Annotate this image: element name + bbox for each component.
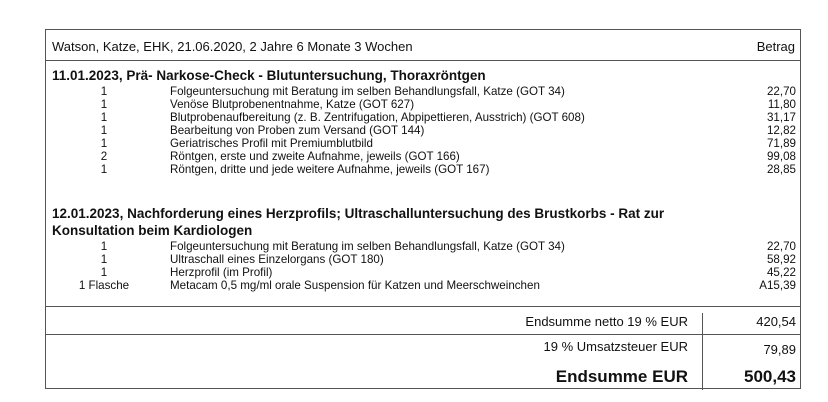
- item-quantity: 1: [100, 85, 108, 98]
- item-quantity: 1: [100, 111, 108, 124]
- line-item: [46, 111, 800, 124]
- item-amount: 28,85: [766, 163, 796, 176]
- item-description: Herzprofil (im Profil): [170, 266, 273, 279]
- totals-divider: [46, 306, 800, 307]
- item-description: Blutprobenaufbereitung (z. B. Zentrifugation, Abpipettieren, Ausstrich) (GOT 608): [170, 111, 585, 124]
- patient-info: Watson, Katze, EHK, 21.06.2020, 2 Jahre 6 Monate 3 Wochen: [52, 39, 413, 54]
- amount-column-header: Betrag: [756, 39, 795, 54]
- item-amount: 31,17: [766, 111, 796, 124]
- item-description: Folgeuntersuchung mit Beratung im selben Behandlungsfall, Katze (GOT 34): [170, 85, 565, 98]
- item-quantity: 1: [100, 124, 108, 137]
- invoice-header: [46, 30, 800, 61]
- totals-column-divider: [702, 313, 703, 390]
- item-quantity: 1: [100, 266, 108, 279]
- item-amount: 58,92: [766, 253, 796, 266]
- item-quantity: 1: [100, 137, 108, 150]
- item-description: Bearbeitung von Proben zum Versand (GOT 144): [170, 124, 425, 137]
- line-item: [46, 98, 800, 111]
- item-amount: 12,82: [766, 124, 796, 137]
- net-total-label: Endsumme netto 19 % EUR: [525, 314, 688, 329]
- item-quantity: 1 Flasche: [78, 279, 130, 292]
- line-item: [46, 137, 800, 150]
- item-description: Röntgen, erste und zweite Aufnahme, jeweils (GOT 166): [170, 150, 460, 163]
- net-total-value: 420,54: [756, 314, 796, 329]
- item-description: Metacam 0,5 mg/ml orale Suspension für Katzen und Meerschweinchen: [170, 279, 540, 292]
- line-item: [46, 85, 800, 98]
- item-description: Ultraschall eines Einzelorgans (GOT 180): [170, 253, 384, 266]
- tax-value: 79,89: [763, 342, 796, 357]
- line-item: [46, 124, 800, 137]
- item-description: Folgeuntersuchung mit Beratung im selben Behandlungsfall, Katze (GOT 34): [170, 240, 565, 253]
- tax-divider: [46, 334, 800, 335]
- line-item: [46, 150, 800, 163]
- tax-label: 19 % Umsatzsteuer EUR: [543, 339, 688, 354]
- item-amount: 22,70: [766, 85, 796, 98]
- line-item: [46, 163, 800, 176]
- section-title: 12.01.2023, Nachforderung eines Herzprofils; Ultraschalluntersuchung des Brustkorbs - Rat zur: [52, 206, 665, 221]
- item-amount: 45,22: [766, 266, 796, 279]
- item-amount: A15,39: [759, 279, 796, 292]
- line-item: [46, 253, 800, 266]
- invoice-table: [45, 29, 801, 389]
- item-amount: 99,08: [766, 150, 796, 163]
- item-quantity: 1: [100, 253, 108, 266]
- item-quantity: 1: [100, 240, 108, 253]
- item-amount: 71,89: [766, 137, 796, 150]
- item-amount: 11,80: [767, 98, 796, 111]
- item-description: Röntgen, dritte und jede weitere Aufnahme, jeweils (GOT 167): [170, 163, 490, 176]
- item-quantity: 1: [100, 163, 108, 176]
- item-quantity: 1: [100, 98, 108, 111]
- line-item: [46, 240, 800, 253]
- item-description: Venöse Blutprobenentnahme, Katze (GOT 627): [170, 98, 415, 111]
- grand-total-label: Endsumme EUR: [555, 367, 688, 386]
- item-amount: 22,70: [766, 240, 796, 253]
- line-item: [46, 266, 800, 279]
- item-quantity: 2: [100, 150, 108, 163]
- section-title-continued: Konsultation beim Kardiologen: [52, 223, 253, 238]
- grand-total-value: 500,43: [744, 367, 796, 386]
- section-title: 11.01.2023, Prä- Narkose-Check - Blutuntersuchung, Thoraxröntgen: [52, 68, 486, 83]
- line-item: [46, 279, 800, 292]
- item-description: Geriatrisches Profil mit Premiumblutbild: [170, 137, 373, 150]
